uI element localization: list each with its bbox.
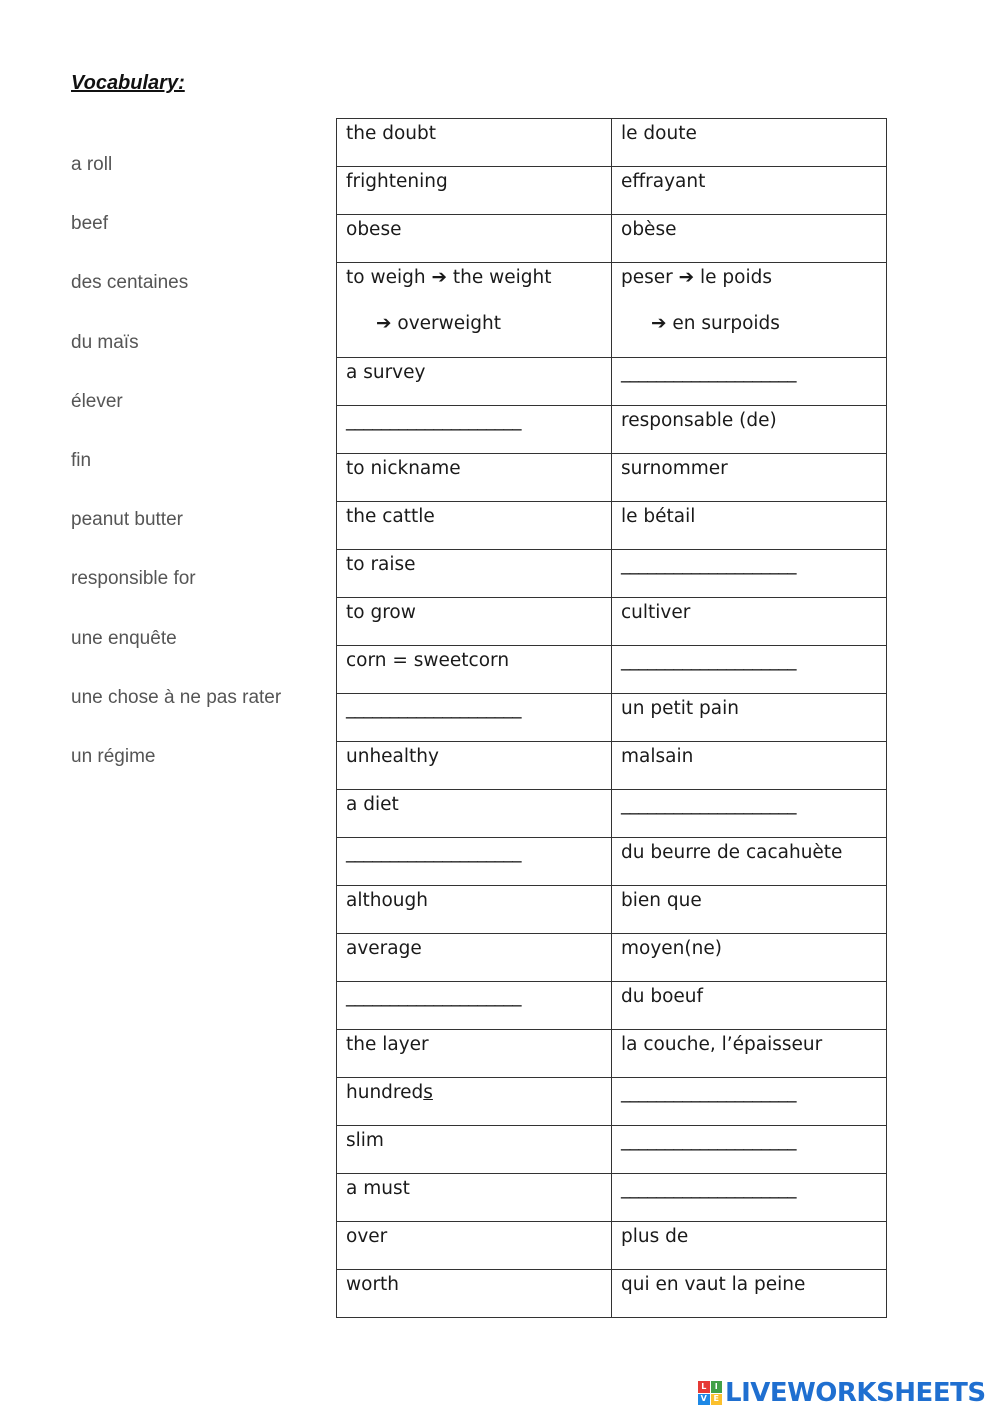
word-bank-item: du maïs [71, 331, 139, 353]
logo-letter: I [711, 1381, 723, 1393]
table-row [337, 454, 887, 502]
french-cell: effrayant [612, 167, 887, 215]
english-cell: a diet [337, 790, 612, 838]
french-cell: bien que [612, 886, 887, 934]
logo-text: LIVEWORKSHEETS [725, 1378, 986, 1408]
english-cell: the layer [337, 1030, 612, 1078]
word-bank-item: élever [71, 390, 123, 412]
answer-blank[interactable]: ____________________ [612, 646, 887, 694]
english-word: hundred [346, 1082, 424, 1103]
underlined-suffix: s [423, 1082, 433, 1103]
english-cell [337, 1078, 612, 1126]
table-row [337, 406, 887, 454]
table-row [337, 1078, 887, 1126]
word-bank-item: beef [71, 213, 108, 235]
word-bank-item: fin [71, 449, 92, 471]
table-row [337, 358, 887, 406]
logo-letter: V [698, 1394, 710, 1406]
answer-blank[interactable]: ____________________ [612, 1126, 887, 1174]
english-cell: although [337, 886, 612, 934]
french-cell: un petit pain [612, 694, 887, 742]
english-cell: slim [337, 1126, 612, 1174]
page-title: Vocabulary: [71, 72, 185, 94]
answer-blank[interactable]: ____________________ [337, 406, 612, 454]
french-cell: responsable (de) [612, 406, 887, 454]
french-cell: du boeuf [612, 982, 887, 1030]
french-cell: le doute [612, 119, 887, 167]
table-row [337, 934, 887, 982]
english-cell: to grow [337, 598, 612, 646]
french-cell: plus de [612, 1222, 887, 1270]
english-cell: the doubt [337, 119, 612, 167]
word-bank-item: un régime [71, 745, 156, 767]
french-cell: cultiver [612, 598, 887, 646]
french-cell: du beurre de cacahuète [612, 838, 887, 886]
table-row [337, 1270, 887, 1318]
french-cell: obèse [612, 215, 887, 263]
word-bank-item: une enquête [71, 627, 177, 649]
english-cell: a must [337, 1174, 612, 1222]
french-cell: le bétail [612, 502, 887, 550]
english-cell [337, 263, 612, 358]
table-row [337, 1222, 887, 1270]
french-line-1: peser ➔ le poids [621, 267, 772, 288]
french-cell [612, 263, 887, 358]
word-bank-item: responsible for [71, 568, 196, 590]
table-row [337, 694, 887, 742]
word-bank-list [71, 150, 281, 801]
liveworksheets-logo[interactable] [698, 1376, 986, 1410]
table-row [337, 742, 887, 790]
answer-blank[interactable]: ____________________ [612, 1174, 887, 1222]
english-line-1: to weigh ➔ the weight [346, 267, 552, 288]
french-cell: qui en vaut la peine [612, 1270, 887, 1318]
table-row [337, 982, 887, 1030]
answer-blank[interactable]: ____________________ [612, 358, 887, 406]
table-row [337, 1126, 887, 1174]
table-row [337, 838, 887, 886]
english-cell: frightening [337, 167, 612, 215]
french-cell: malsain [612, 742, 887, 790]
table-row [337, 502, 887, 550]
french-cell: la couche, l’épaisseur [612, 1030, 887, 1078]
answer-blank[interactable]: ____________________ [612, 790, 887, 838]
table-row [337, 886, 887, 934]
word-bank-item: a roll [71, 154, 113, 175]
table-row [337, 263, 887, 358]
answer-blank[interactable]: ____________________ [612, 1078, 887, 1126]
table-row [337, 1174, 887, 1222]
english-cell: to raise [337, 550, 612, 598]
table-row [337, 1030, 887, 1078]
answer-blank[interactable]: ____________________ [337, 838, 612, 886]
answer-blank[interactable]: ____________________ [612, 550, 887, 598]
answer-blank[interactable]: ____________________ [337, 982, 612, 1030]
english-cell: corn = sweetcorn [337, 646, 612, 694]
table-row [337, 790, 887, 838]
liveworksheets-logo-icon [698, 1381, 722, 1405]
answer-blank[interactable]: ____________________ [337, 694, 612, 742]
table-row [337, 167, 887, 215]
table-row [337, 598, 887, 646]
french-line-2: ➔ en surpoids [651, 313, 780, 334]
english-cell: average [337, 934, 612, 982]
english-cell: unhealthy [337, 742, 612, 790]
french-cell: surnommer [612, 454, 887, 502]
french-cell: moyen(ne) [612, 934, 887, 982]
english-cell: to nickname [337, 454, 612, 502]
word-bank-item: des centaines [71, 272, 189, 294]
english-line-2: ➔ overweight [376, 313, 502, 334]
english-cell: a survey [337, 358, 612, 406]
table-row [337, 215, 887, 263]
word-bank-item: peanut butter [71, 509, 183, 531]
table-row [337, 646, 887, 694]
english-cell: the cattle [337, 502, 612, 550]
english-cell: over [337, 1222, 612, 1270]
table-row [337, 550, 887, 598]
vocabulary-table [336, 118, 887, 1318]
word-bank-item: une chose à ne pas rater [71, 686, 282, 708]
table-row [337, 119, 887, 167]
logo-letter: L [698, 1381, 710, 1393]
logo-letter: E [711, 1394, 723, 1406]
english-cell: worth [337, 1270, 612, 1318]
english-cell: obese [337, 215, 612, 263]
